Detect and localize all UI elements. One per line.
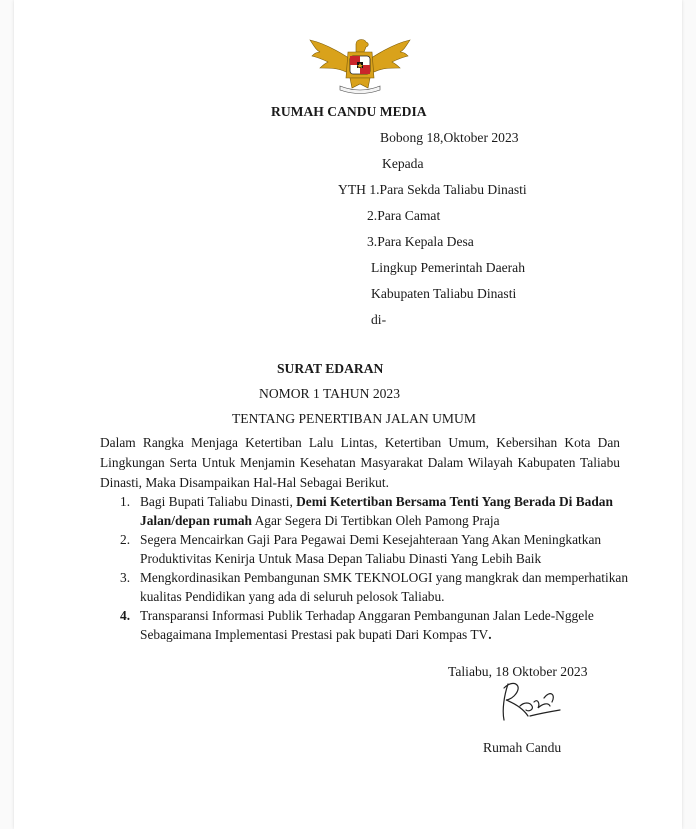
- item-text: Mengkordinasikan Pembangunan SMK TEKNOLOGI yang mangkrak dan memperhatikan kualitas Pendidikan yang ada di seluruh pelosok Taliabu.: [140, 570, 629, 604]
- list-number: 2.: [120, 532, 131, 547]
- letter-page: [14, 0, 682, 829]
- item-bold-text: Demi Ketertiban Bersama Tenti Yang Berada Di Badan Jalan/depan rumah: [140, 494, 613, 528]
- list-number: 1.: [120, 494, 131, 509]
- recipient-line-4: Lingkup Pemerintah Daerah: [371, 260, 526, 275]
- recipient-line-3: 3.Para Kepala Desa: [367, 234, 474, 249]
- list-item: [100, 568, 630, 606]
- document-title: SURAT EDARAN: [277, 361, 384, 376]
- garuda-emblem-icon: [306, 34, 414, 94]
- item-bold-text: .: [488, 627, 492, 642]
- list-item: [100, 492, 630, 530]
- signer-name: Rumah Candu: [483, 740, 562, 755]
- list-number: 3.: [120, 570, 131, 585]
- document-number: NOMOR 1 TAHUN 2023: [259, 386, 401, 401]
- item-text-end: Agar Segera Di Tertibkan Oleh Pamong Praja: [252, 513, 500, 528]
- recipient-line-2: 2.Para Camat: [367, 208, 441, 223]
- list-item: [100, 530, 630, 568]
- signature-icon: [494, 676, 564, 726]
- recipient-line-5: Kabupaten Taliabu Dinasti: [371, 286, 517, 301]
- document-subject: TENTANG PENERTIBAN JALAN UMUM: [232, 411, 476, 426]
- instruction-list: [100, 492, 630, 644]
- item-text: Bagi Bupati Taliabu Dinasti,: [140, 494, 297, 509]
- list-item: [100, 606, 630, 644]
- recipient-line-6: di-: [371, 312, 387, 327]
- kepada-label: Kepada: [382, 156, 424, 171]
- letter-date: Bobong 18,Oktober 2023: [380, 130, 519, 145]
- intro-paragraph: Dalam Rangka Menjaga Ketertiban Lalu Lintas, Ketertiban Umum, Kebersihan Kota Dan Lingkungan Serta Untuk Menjamin Kesehatan Masyarakat Dalam Wilayah Kabupaten Taliabu Dinasti, Maka Disampaikan Hal-Hal Sebagai Berikut.: [100, 435, 620, 490]
- item-text: Segera Mencairkan Gaji Para Pegawai Demi Kesejahteraan Yang Akan Meningkatkan Produktivitas Kenirja Untuk Masa Depan Taliabu Dinasti Yang Lebih Baik: [140, 532, 602, 566]
- list-number: 4.: [120, 608, 131, 623]
- item-text: Transparansi Informasi Publik Terhadap Anggaran Pembangunan Jalan Lede-Nggele Sebagaimana Implementasi Prestasi pak bupati Dari Kompas TV: [140, 608, 594, 642]
- recipient-line-1: YTH 1.Para Sekda Taliabu Dinasti: [338, 182, 527, 197]
- closing-place-date: Taliabu, 18 Oktober 2023: [448, 664, 588, 679]
- sender-heading: RUMAH CANDU MEDIA: [271, 104, 427, 119]
